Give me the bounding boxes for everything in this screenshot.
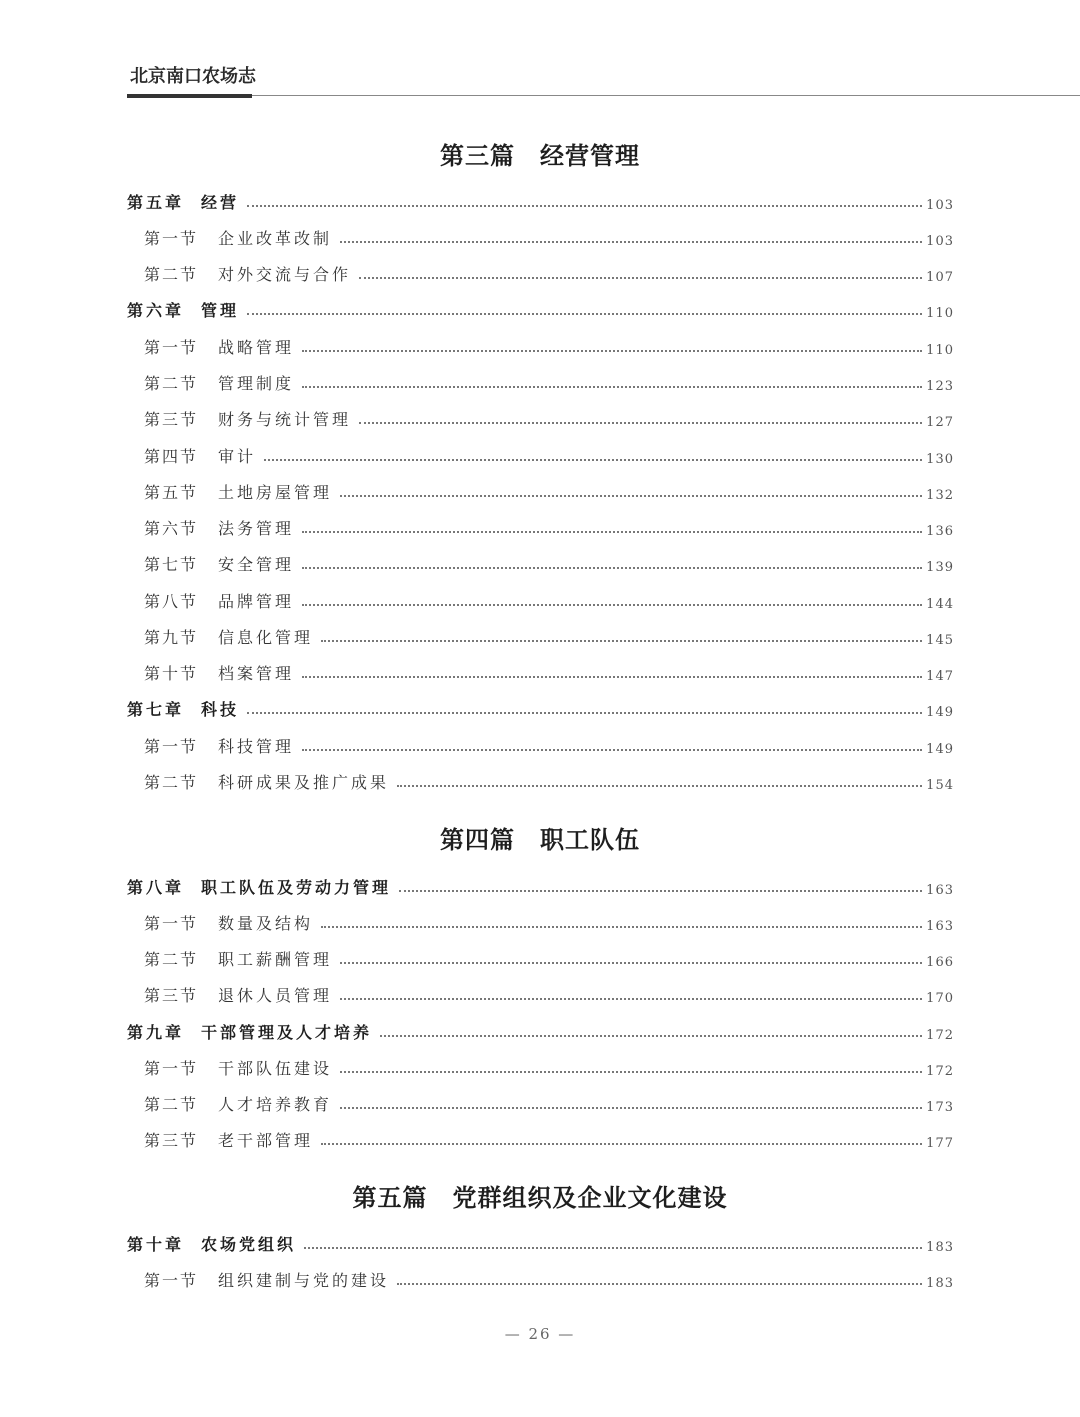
dot-leader [302, 350, 922, 352]
toc-section-entry[interactable] [0, 372, 1080, 396]
toc-section-entry[interactable] [0, 735, 1080, 759]
dot-leader [359, 277, 922, 279]
toc-entry-number: 第三节 [144, 1131, 199, 1150]
toc-entry-title: 老干部管理 [218, 1131, 314, 1150]
toc-entry-title: 信息化管理 [218, 628, 314, 647]
dot-leader [397, 785, 922, 787]
toc-entry-title: 法务管理 [218, 519, 295, 538]
toc-page-number: 183 [926, 1276, 954, 1291]
toc-entry-title: 企业改革改制 [218, 229, 333, 248]
running-header: 北京南口农场志 [130, 66, 256, 87]
toc-entry-number: 第七节 [144, 555, 199, 574]
dot-leader [340, 1071, 922, 1073]
dot-leader [359, 422, 922, 424]
toc-chapter-entry[interactable] [0, 698, 1080, 722]
toc-entry-number: 第一节 [144, 229, 199, 248]
toc-entry-title: 品牌管理 [218, 592, 295, 611]
toc-page-number: 103 [926, 234, 954, 249]
dot-leader [302, 749, 922, 751]
toc-entry-number: 第二节 [144, 1095, 199, 1114]
toc-entry-number: 第九节 [144, 628, 199, 647]
toc-entry-title: 数量及结构 [218, 914, 314, 933]
toc-section-entry[interactable] [0, 984, 1080, 1008]
toc-section-entry[interactable] [0, 1269, 1080, 1293]
toc-entry-number: 第七章 [127, 700, 185, 719]
toc-page-number: 172 [926, 1028, 954, 1043]
toc-entry-number: 第四节 [144, 447, 199, 466]
toc-page-number: 166 [926, 955, 954, 970]
dot-leader [340, 962, 922, 964]
toc-page-number: 145 [926, 633, 954, 648]
toc-section-entry[interactable] [0, 771, 1080, 795]
toc-entry-title: 干部队伍建设 [218, 1059, 333, 1078]
toc-entry-number: 第一节 [144, 1059, 199, 1078]
part-title: 第三篇 经营管理 [440, 141, 640, 170]
toc-page-number: 110 [926, 306, 954, 321]
toc-section-entry[interactable] [0, 408, 1080, 432]
dot-leader [380, 1035, 922, 1037]
toc-entry-title: 职工薪酬管理 [218, 950, 333, 969]
toc-entry-title: 科研成果及推广成果 [218, 773, 390, 792]
toc-page-number: 183 [926, 1240, 954, 1255]
toc-page-number: 103 [926, 198, 954, 213]
toc-entry-number: 第五章 [127, 193, 185, 212]
dot-leader [302, 676, 922, 678]
toc-section-entry[interactable] [0, 590, 1080, 614]
toc-page-number: 149 [926, 705, 954, 720]
dot-leader [247, 712, 922, 714]
toc-page-number: 149 [926, 742, 954, 757]
toc-entry-title: 职工队伍及劳动力管理 [201, 878, 392, 897]
toc-page-number: 107 [926, 270, 954, 285]
toc-page-number: 123 [926, 379, 954, 394]
toc-section-entry[interactable] [0, 912, 1080, 936]
toc-entry-number: 第五节 [144, 483, 199, 502]
toc-entry-number: 第二节 [144, 374, 199, 393]
toc-page-number: 130 [926, 452, 954, 467]
toc-entry-title: 管理 [201, 301, 240, 320]
toc-entry-number: 第二节 [144, 265, 199, 284]
dot-leader [397, 1283, 922, 1285]
toc-chapter-entry[interactable] [0, 876, 1080, 900]
part-title: 第四篇 职工队伍 [440, 825, 640, 854]
toc-entry-number: 第一节 [144, 1271, 199, 1290]
toc-section-entry[interactable] [0, 481, 1080, 505]
toc-entry-number: 第一节 [144, 338, 199, 357]
dot-leader [340, 1107, 922, 1109]
toc-entry-number: 第十节 [144, 664, 199, 683]
toc-entry-title: 管理制度 [218, 374, 295, 393]
toc-page-number: 110 [926, 343, 954, 358]
toc-page-number: 144 [926, 597, 954, 612]
toc-section-entry[interactable] [0, 626, 1080, 650]
toc-entry-title: 财务与统计管理 [218, 410, 352, 429]
toc-entry-number: 第八章 [127, 878, 185, 897]
toc-section-entry[interactable] [0, 227, 1080, 251]
dot-leader [247, 313, 922, 315]
dot-leader [321, 640, 922, 642]
dot-leader [302, 531, 922, 533]
part-title: 第五篇 党群组织及企业文化建设 [352, 1183, 728, 1212]
dot-leader [340, 495, 922, 497]
toc-entry-number: 第九章 [127, 1023, 185, 1042]
toc-page-number: 139 [926, 560, 954, 575]
toc-section-entry[interactable] [0, 336, 1080, 360]
toc-page-number: 147 [926, 669, 954, 684]
toc-page-number: 154 [926, 778, 954, 793]
toc-entry-number: 第六章 [127, 301, 185, 320]
toc-page-number: 136 [926, 524, 954, 539]
header-rule-thick [127, 94, 252, 98]
toc-entry-title: 经营 [201, 193, 240, 212]
dot-leader [340, 241, 922, 243]
toc-section-entry[interactable] [0, 553, 1080, 577]
toc-entry-number: 第二节 [144, 950, 199, 969]
page-number: — 26 — [504, 1325, 576, 1343]
toc-entry-title: 人才培养教育 [218, 1095, 333, 1114]
dot-leader [340, 998, 922, 1000]
toc-entry-number: 第一节 [144, 914, 199, 933]
toc-entry-title: 土地房屋管理 [218, 483, 333, 502]
dot-leader [264, 459, 922, 461]
toc-entry-title: 安全管理 [218, 555, 295, 574]
toc-entry-title: 科技管理 [218, 737, 295, 756]
toc-entry-number: 第六节 [144, 519, 199, 538]
dot-leader [321, 1143, 922, 1145]
toc-page-number: 177 [926, 1136, 954, 1151]
dot-leader [247, 205, 922, 207]
toc-section-entry[interactable] [0, 445, 1080, 469]
toc-entry-title: 档案管理 [218, 664, 295, 683]
toc-section-entry[interactable] [0, 1093, 1080, 1117]
toc-section-entry[interactable] [0, 517, 1080, 541]
dot-leader [321, 926, 922, 928]
toc-entry-number: 第一节 [144, 737, 199, 756]
toc-entry-number: 第三节 [144, 410, 199, 429]
toc-entry-title: 退休人员管理 [218, 986, 333, 1005]
toc-page-number: 170 [926, 991, 954, 1006]
dot-leader [302, 567, 922, 569]
toc-page-number: 173 [926, 1100, 954, 1115]
toc-entry-number: 第二节 [144, 773, 199, 792]
toc-section-entry[interactable] [0, 662, 1080, 686]
toc-entry-title: 组织建制与党的建设 [218, 1271, 390, 1290]
toc-entry-title: 战略管理 [218, 338, 295, 357]
toc-entry-number: 第十章 [127, 1235, 185, 1254]
toc-entry-title: 对外交流与合作 [218, 265, 352, 284]
dot-leader [304, 1247, 922, 1249]
dot-leader [302, 604, 922, 606]
toc-chapter-entry[interactable] [0, 299, 1080, 323]
toc-section-entry[interactable] [0, 948, 1080, 972]
toc-entry-title: 干部管理及人才培养 [201, 1023, 373, 1042]
toc-entry-title: 审计 [218, 447, 257, 466]
toc-page-number: 172 [926, 1064, 954, 1079]
toc-entry-number: 第八节 [144, 592, 199, 611]
toc-page-number: 127 [926, 415, 954, 430]
toc-chapter-entry[interactable] [0, 1021, 1080, 1045]
toc-page-number: 132 [926, 488, 954, 503]
toc-chapter-entry[interactable] [0, 1233, 1080, 1257]
toc-chapter-entry[interactable] [0, 191, 1080, 215]
toc-page-number: 163 [926, 919, 954, 934]
toc-section-entry[interactable] [0, 1129, 1080, 1153]
toc-section-entry[interactable] [0, 263, 1080, 287]
dot-leader [302, 386, 922, 388]
header-rule-thin [252, 95, 1080, 96]
toc-section-entry[interactable] [0, 1057, 1080, 1081]
toc-entry-number: 第三节 [144, 986, 199, 1005]
toc-page-number: 163 [926, 883, 954, 898]
toc-entry-title: 农场党组织 [201, 1235, 297, 1254]
toc-entry-title: 科技 [201, 700, 240, 719]
dot-leader [399, 890, 922, 892]
